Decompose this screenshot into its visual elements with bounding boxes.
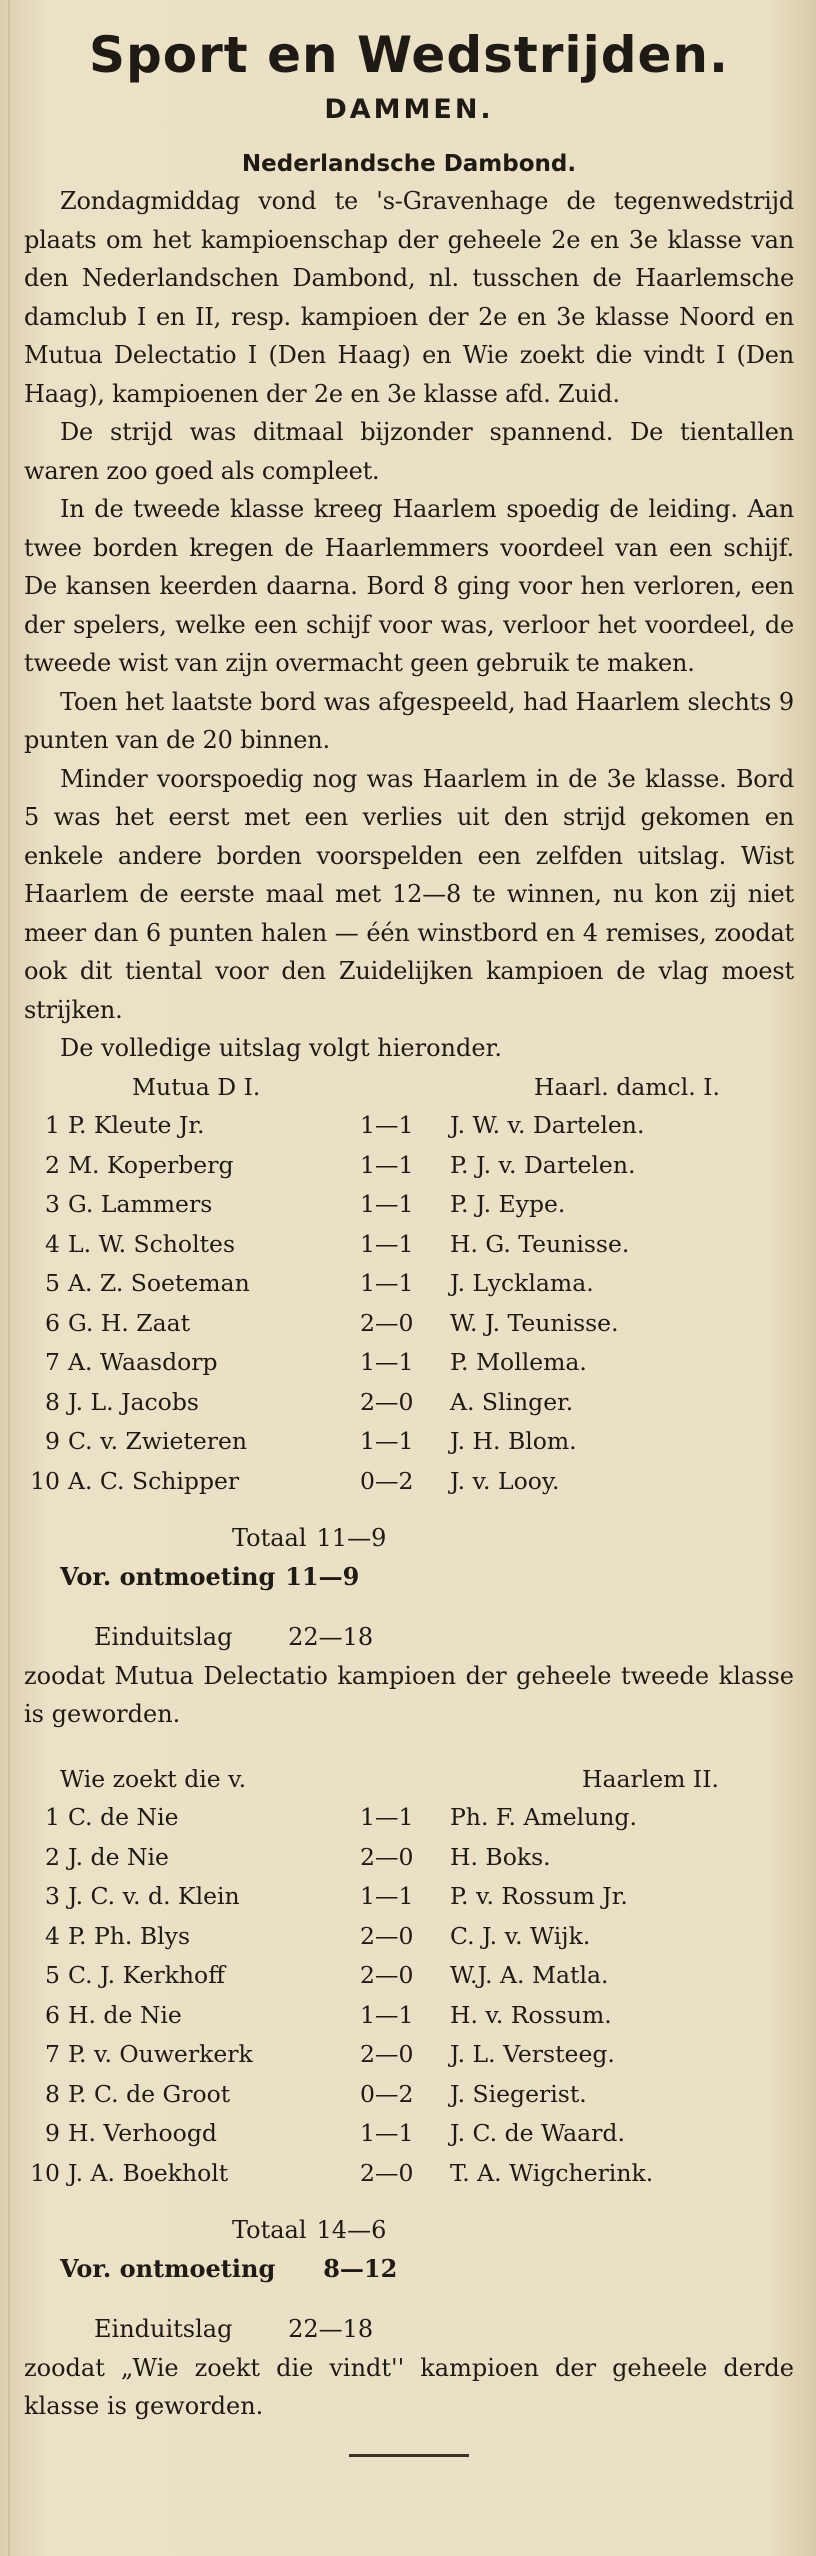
table-row <box>24 1838 794 1878</box>
table-row <box>24 1304 794 1344</box>
match-1-conclusion: zoodat Mutua Delectatio kampioen der geheele tweede klasse is geworden. <box>24 1661 794 1728</box>
match-2-away-team: Haarlem II. <box>582 1764 719 1793</box>
home-player: J. C. v. d. Klein <box>68 1882 240 1910</box>
section-title: DAMMEN. <box>324 94 494 125</box>
home-player: A. C. Schipper <box>68 1466 240 1495</box>
board-number: 2 <box>45 1150 60 1179</box>
away-player: P. J. v. Dartelen. <box>450 1150 636 1179</box>
board-score: 1—1 <box>360 1803 414 1831</box>
table-row <box>24 2075 794 2115</box>
table-row <box>24 1798 794 1838</box>
away-player: H. G. Teunisse. <box>450 1229 630 1258</box>
board-score: 1—1 <box>360 1348 414 1376</box>
home-player: H. de Nie <box>68 2000 182 2029</box>
previous-value: 8—12 <box>323 2253 398 2283</box>
spacer <box>24 1734 794 1760</box>
final-value: 22—18 <box>288 1623 374 1651</box>
away-player: H. v. Rossum. <box>450 2000 612 2029</box>
total-label: Totaal <box>232 1524 307 1552</box>
subheading: Nederlandsche Dambond. <box>241 151 577 177</box>
closing-rule <box>349 2454 469 2457</box>
board-number: 5 <box>45 1269 60 1297</box>
away-player: J. v. Looy. <box>450 1466 560 1495</box>
away-player: P. Mollema. <box>450 1348 587 1376</box>
away-player: J. H. Blom. <box>450 1427 577 1455</box>
table-row <box>24 1146 794 1186</box>
away-player: Ph. F. Amelung. <box>450 1803 637 1831</box>
match-1-team-header <box>24 1068 794 1107</box>
paper-fold-line <box>8 0 10 2556</box>
table-row <box>24 1422 794 1462</box>
board-number: 6 <box>45 2000 60 2029</box>
board-number: 7 <box>45 1348 60 1376</box>
match-1-final <box>24 1618 794 1657</box>
home-player: A. Waasdorp <box>68 1348 218 1376</box>
match-1-home-team: Mutua D I. <box>132 1072 261 1101</box>
away-player: W. J. Teunisse. <box>450 1308 619 1337</box>
table-row <box>24 1185 794 1225</box>
board-number: 4 <box>45 1921 60 1950</box>
board-score: 1—1 <box>360 2000 414 2029</box>
board-score: 1—1 <box>360 1150 414 1179</box>
table-row <box>24 1343 794 1383</box>
away-player: J. Lycklama. <box>450 1269 594 1297</box>
board-score: 2—0 <box>360 1921 414 1950</box>
match-1-total <box>24 1519 794 1558</box>
board-score: 0—2 <box>360 2079 414 2108</box>
match-2-team-header <box>24 1760 794 1799</box>
table-row <box>24 2154 794 2194</box>
total-label: Totaal <box>232 2216 307 2244</box>
previous-value: 11—9 <box>285 1561 360 1591</box>
away-player: A. Slinger. <box>450 1387 574 1416</box>
board-score: 0—2 <box>360 1466 414 1495</box>
board-score: 1—1 <box>360 1111 414 1139</box>
board-score: 1—1 <box>360 1882 414 1910</box>
board-number: 3 <box>45 1190 60 1218</box>
board-number: 9 <box>45 1427 60 1455</box>
previous-label: Vor. ontmoeting <box>60 1561 276 1591</box>
board-number: 2 <box>45 1842 60 1871</box>
paragraph-3: In de tweede klasse kreeg Haarlem spoedig de leiding. Aan twee borden kregen de Haarlemmers voordeel van een schijf. De kansen keerden daarna. Bord 8 ging voor hen verloren, een der spelers, welke een schijf voor was, verloor het voordeel, de tweede wist van zijn overmacht geen gebruik te maken. <box>24 495 794 677</box>
final-label: Einduitslag <box>94 2315 233 2343</box>
table-row <box>24 1264 794 1304</box>
board-number: 10 <box>30 2158 60 2187</box>
headline: Sport en Wedstrijden. <box>89 26 729 84</box>
board-number: 1 <box>45 1803 60 1831</box>
match-2-final <box>24 2310 794 2349</box>
home-player: A. Z. Soeteman <box>68 1269 250 1297</box>
board-score: 1—1 <box>360 1229 414 1258</box>
table-row <box>24 1877 794 1917</box>
final-label: Einduitslag <box>94 1623 233 1651</box>
board-score: 2—0 <box>360 1308 414 1337</box>
paragraph-1: Zondagmiddag vond te 's-Gravenhage de tegenwedstrijd plaats om het kampioenschap der geheele 2e en 3e klasse van den Nederlandschen Dambond, nl. tusschen de Haarlemsche damclub I en II, resp. kampioen der 2e en 3e klasse Noord en Mutua Delectatio I (Den Haag) en Wie zoekt die vindt I (Den Haag), kampioenen der 2e en 3e klasse afd. Zuid. <box>24 187 794 408</box>
board-score: 1—1 <box>360 1269 414 1297</box>
table-row <box>24 1996 794 2036</box>
board-number: 8 <box>45 1387 60 1416</box>
home-player: J. L. Jacobs <box>68 1387 199 1416</box>
home-player: J. de Nie <box>68 1842 169 1871</box>
home-player: G. Lammers <box>68 1190 213 1218</box>
board-number: 3 <box>45 1882 60 1910</box>
match-2-total <box>24 2211 794 2250</box>
paragraph-4: Toen het laatste bord was afgespeeld, had Haarlem slechts 9 punten van de 20 binnen. <box>24 687 794 754</box>
home-player: P. v. Ouwerkerk <box>68 2040 253 2068</box>
board-score: 2—0 <box>360 1387 414 1416</box>
board-number: 4 <box>45 1229 60 1258</box>
board-score: 1—1 <box>360 1190 414 1218</box>
table-row <box>24 2035 794 2075</box>
board-number: 7 <box>45 2040 60 2068</box>
home-player: C. de Nie <box>68 1803 179 1831</box>
away-player: J. C. de Waard. <box>450 2119 625 2147</box>
home-player: M. Koperberg <box>68 1150 234 1179</box>
paragraph-2: De strijd was ditmaal bijzonder spannend. De tientallen waren zoo goed als compleet. <box>24 418 794 485</box>
table-row <box>24 1956 794 1996</box>
board-score: 1—1 <box>360 1427 414 1455</box>
match-2-table <box>24 1760 794 2194</box>
results-intro: De volledige uitslag volgt hieronder. <box>60 1034 503 1062</box>
board-score: 1—1 <box>360 2119 414 2147</box>
table-row <box>24 1917 794 1957</box>
away-player: P. v. Rossum Jr. <box>450 1882 628 1910</box>
home-player: P. Ph. Blys <box>68 1921 190 1950</box>
board-score: 2—0 <box>360 1842 414 1871</box>
board-score: 2—0 <box>360 2040 414 2068</box>
board-number: 8 <box>45 2079 60 2108</box>
table-row <box>24 1106 794 1146</box>
home-player: J. A. Boekholt <box>68 2158 229 2187</box>
match-1-totals <box>24 1519 794 1596</box>
away-player: J. W. v. Dartelen. <box>450 1111 645 1139</box>
match-1-table <box>24 1068 794 1502</box>
board-score: 2—0 <box>360 1961 414 1989</box>
table-row <box>24 2114 794 2154</box>
paragraph-5: Minder voorspoedig nog was Haarlem in de 3e klasse. Bord 5 was het eerst met een verlies uit den strijd gekomen en enkele andere borden voorspelden een zelfden uitslag. Wist Haarlem de eerste maal met 12—8 te winnen, nu kon zij niet meer dan 6 punten halen — één winstbord en 4 remises, zoodat ook dit tiental voor den Zuidelijken kampioen de vlag moest strijken. <box>24 764 794 1024</box>
away-player: T. A. Wigcherink. <box>450 2158 654 2187</box>
away-player: P. J. Eype. <box>450 1190 566 1218</box>
board-score: 2—0 <box>360 2158 414 2187</box>
home-player: H. Verhoogd <box>68 2119 217 2147</box>
away-player: H. Boks. <box>450 1842 551 1871</box>
home-player: L. W. Scholtes <box>68 1229 236 1258</box>
total-value: 11—9 <box>316 1524 387 1552</box>
total-value: 14—6 <box>316 2216 387 2244</box>
final-value: 22—18 <box>288 2315 374 2343</box>
away-player: W.J. A. Matla. <box>450 1961 609 1989</box>
board-number: 6 <box>45 1308 60 1337</box>
home-player: C. v. Zwieteren <box>68 1427 248 1455</box>
board-number: 1 <box>45 1111 60 1139</box>
home-player: G. H. Zaat <box>68 1308 191 1337</box>
away-player: C. J. v. Wijk. <box>450 1921 591 1950</box>
match-1-away-team: Haarl. damcl. I. <box>534 1072 720 1101</box>
board-number: 10 <box>30 1466 60 1495</box>
match-2-conclusion: zoodat „Wie zoekt die vindt'' kampioen der geheele derde klasse is geworden. <box>24 2353 794 2420</box>
away-player: J. L. Versteeg. <box>450 2040 615 2068</box>
match-2-previous <box>24 2250 794 2289</box>
home-player: P. C. de Groot <box>68 2079 231 2108</box>
match-1-previous <box>24 1558 794 1597</box>
away-player: J. Siegerist. <box>450 2079 587 2108</box>
table-row <box>24 1383 794 1423</box>
match-2-totals <box>24 2211 794 2288</box>
previous-label: Vor. ontmoeting <box>60 2253 276 2283</box>
match-2-home-team: Wie zoekt die v. <box>60 1764 247 1793</box>
home-player: P. Kleute Jr. <box>68 1111 205 1139</box>
table-row <box>24 1462 794 1502</box>
home-player: C. J. Kerkhoff <box>68 1961 225 1989</box>
table-row <box>24 1225 794 1265</box>
board-number: 5 <box>45 1961 60 1989</box>
board-number: 9 <box>45 2119 60 2147</box>
